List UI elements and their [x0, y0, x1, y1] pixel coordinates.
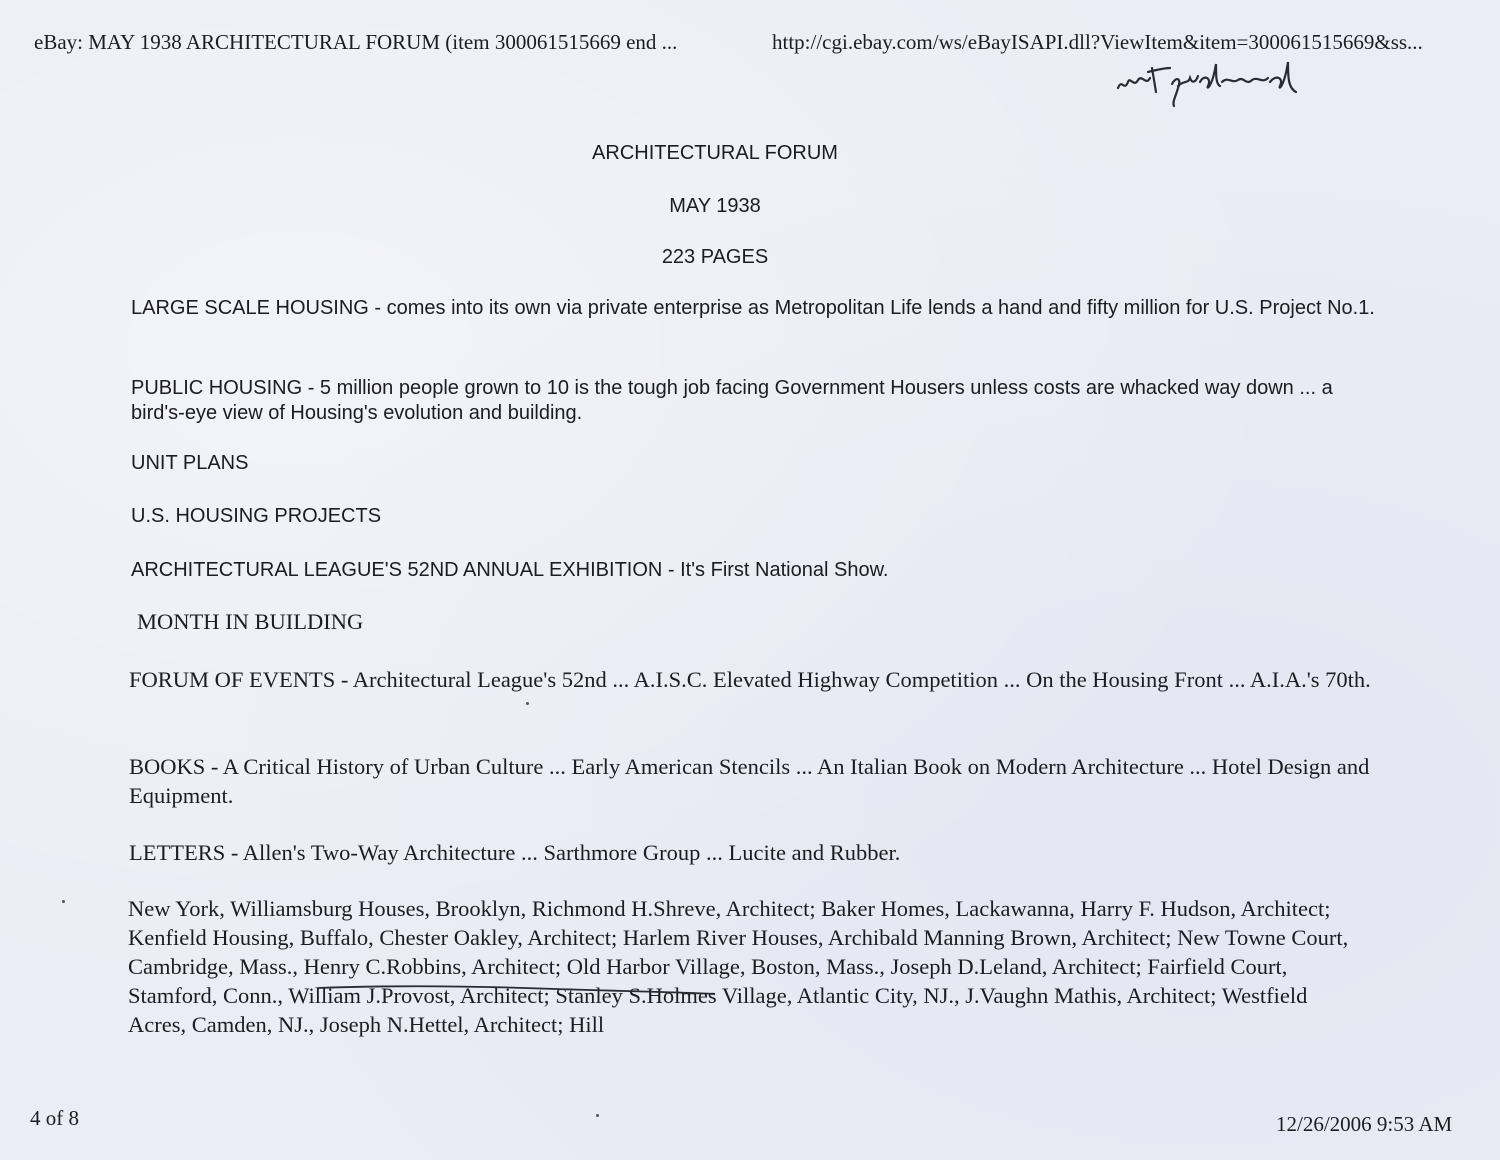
section-letters: LETTERS - Allen's Two-Way Architecture ... Sarthmore Group ... Lucite and Rubber. [129, 840, 901, 865]
section-us-housing-projects: U.S. HOUSING PROJECTS [131, 505, 382, 527]
scan-speck [62, 900, 65, 903]
section-books: BOOKS - A Critical History of Urban Culture ... Early American Stencils ... An Italian Book on Modern Architecture ... Hotel Design and Equipment. [129, 754, 1370, 808]
projects-text-part2: , Henry C.Robbins, Architect; Old Harbor Village, Boston, Mass., Joseph D.Leland, Architect; Fairfield Court, Stamford, Conn., William J.Provost, Architect; Stanley S.Holmes Village, Atlantic City, NJ., J.Vaughn Mathis, Architect; Westfield Acres, Camden, NJ., Joseph N.Hettel, Architect; Hill [128, 954, 1308, 1037]
footer-timestamp: 12/26/2006 9:53 AM [1276, 1112, 1453, 1136]
footer-page-number: 4 of 8 [30, 1106, 79, 1130]
section-month-in-building: MONTH IN BUILDING [137, 609, 364, 634]
scan-speck [596, 1114, 599, 1117]
projects-underlined-text: New Towne Court, Cambridge, Mass. [128, 925, 1349, 979]
section-large-scale-housing: LARGE SCALE HOUSING - comes into its own via private enterprise as Metropolitan Life lends a hand and fifty million for U.S. Project No.1. [131, 297, 1375, 319]
pen-underline-mark [316, 982, 716, 996]
header-page-title: eBay: MAY 1938 ARCHITECTURAL FORUM (item 300061515669 end ... [34, 30, 678, 54]
section-unit-plans: UNIT PLANS [131, 452, 249, 474]
section-forum-of-events: FORUM OF EVENTS - Architectural League's 52nd ... A.I.S.C. Elevated Highway Competition ... On the Housing Front ... A.I.A.'s 70th. [129, 667, 1371, 692]
issue-date: MAY 1938 [669, 195, 761, 217]
scan-speck [526, 702, 529, 705]
projects-text-part1: New York, Williamsburg Houses, Brooklyn, Richmond H.Shreve, Architect; Baker Homes, Lackawanna, Harry F. Hudson, Architect; Kenfield Housing, Buffalo, Chester Oakley, Architect; Harlem River Houses, Archibald Manning Brown, Architect; [128, 896, 1331, 950]
section-league-exhibition: ARCHITECTURAL LEAGUE'S 52ND ANNUAL EXHIBITION - It's First National Show. [131, 559, 889, 581]
section-public-housing: PUBLIC HOUSING - 5 million people grown to 10 is the tough job facing Government Housers unless costs are whacked way down ... a bird's-eye view of Housing's evolution and building. [131, 377, 1333, 424]
document-title: ARCHITECTURAL FORUM [592, 142, 838, 164]
section-housing-projects-list [128, 894, 1368, 1039]
header-url: http://cgi.ebay.com/ws/eBayISAPI.dll?ViewItem&item=300061515669&ss... [772, 30, 1423, 54]
page-count: 223 PAGES [661, 246, 769, 268]
handwritten-note-pen-mark [1112, 58, 1302, 108]
